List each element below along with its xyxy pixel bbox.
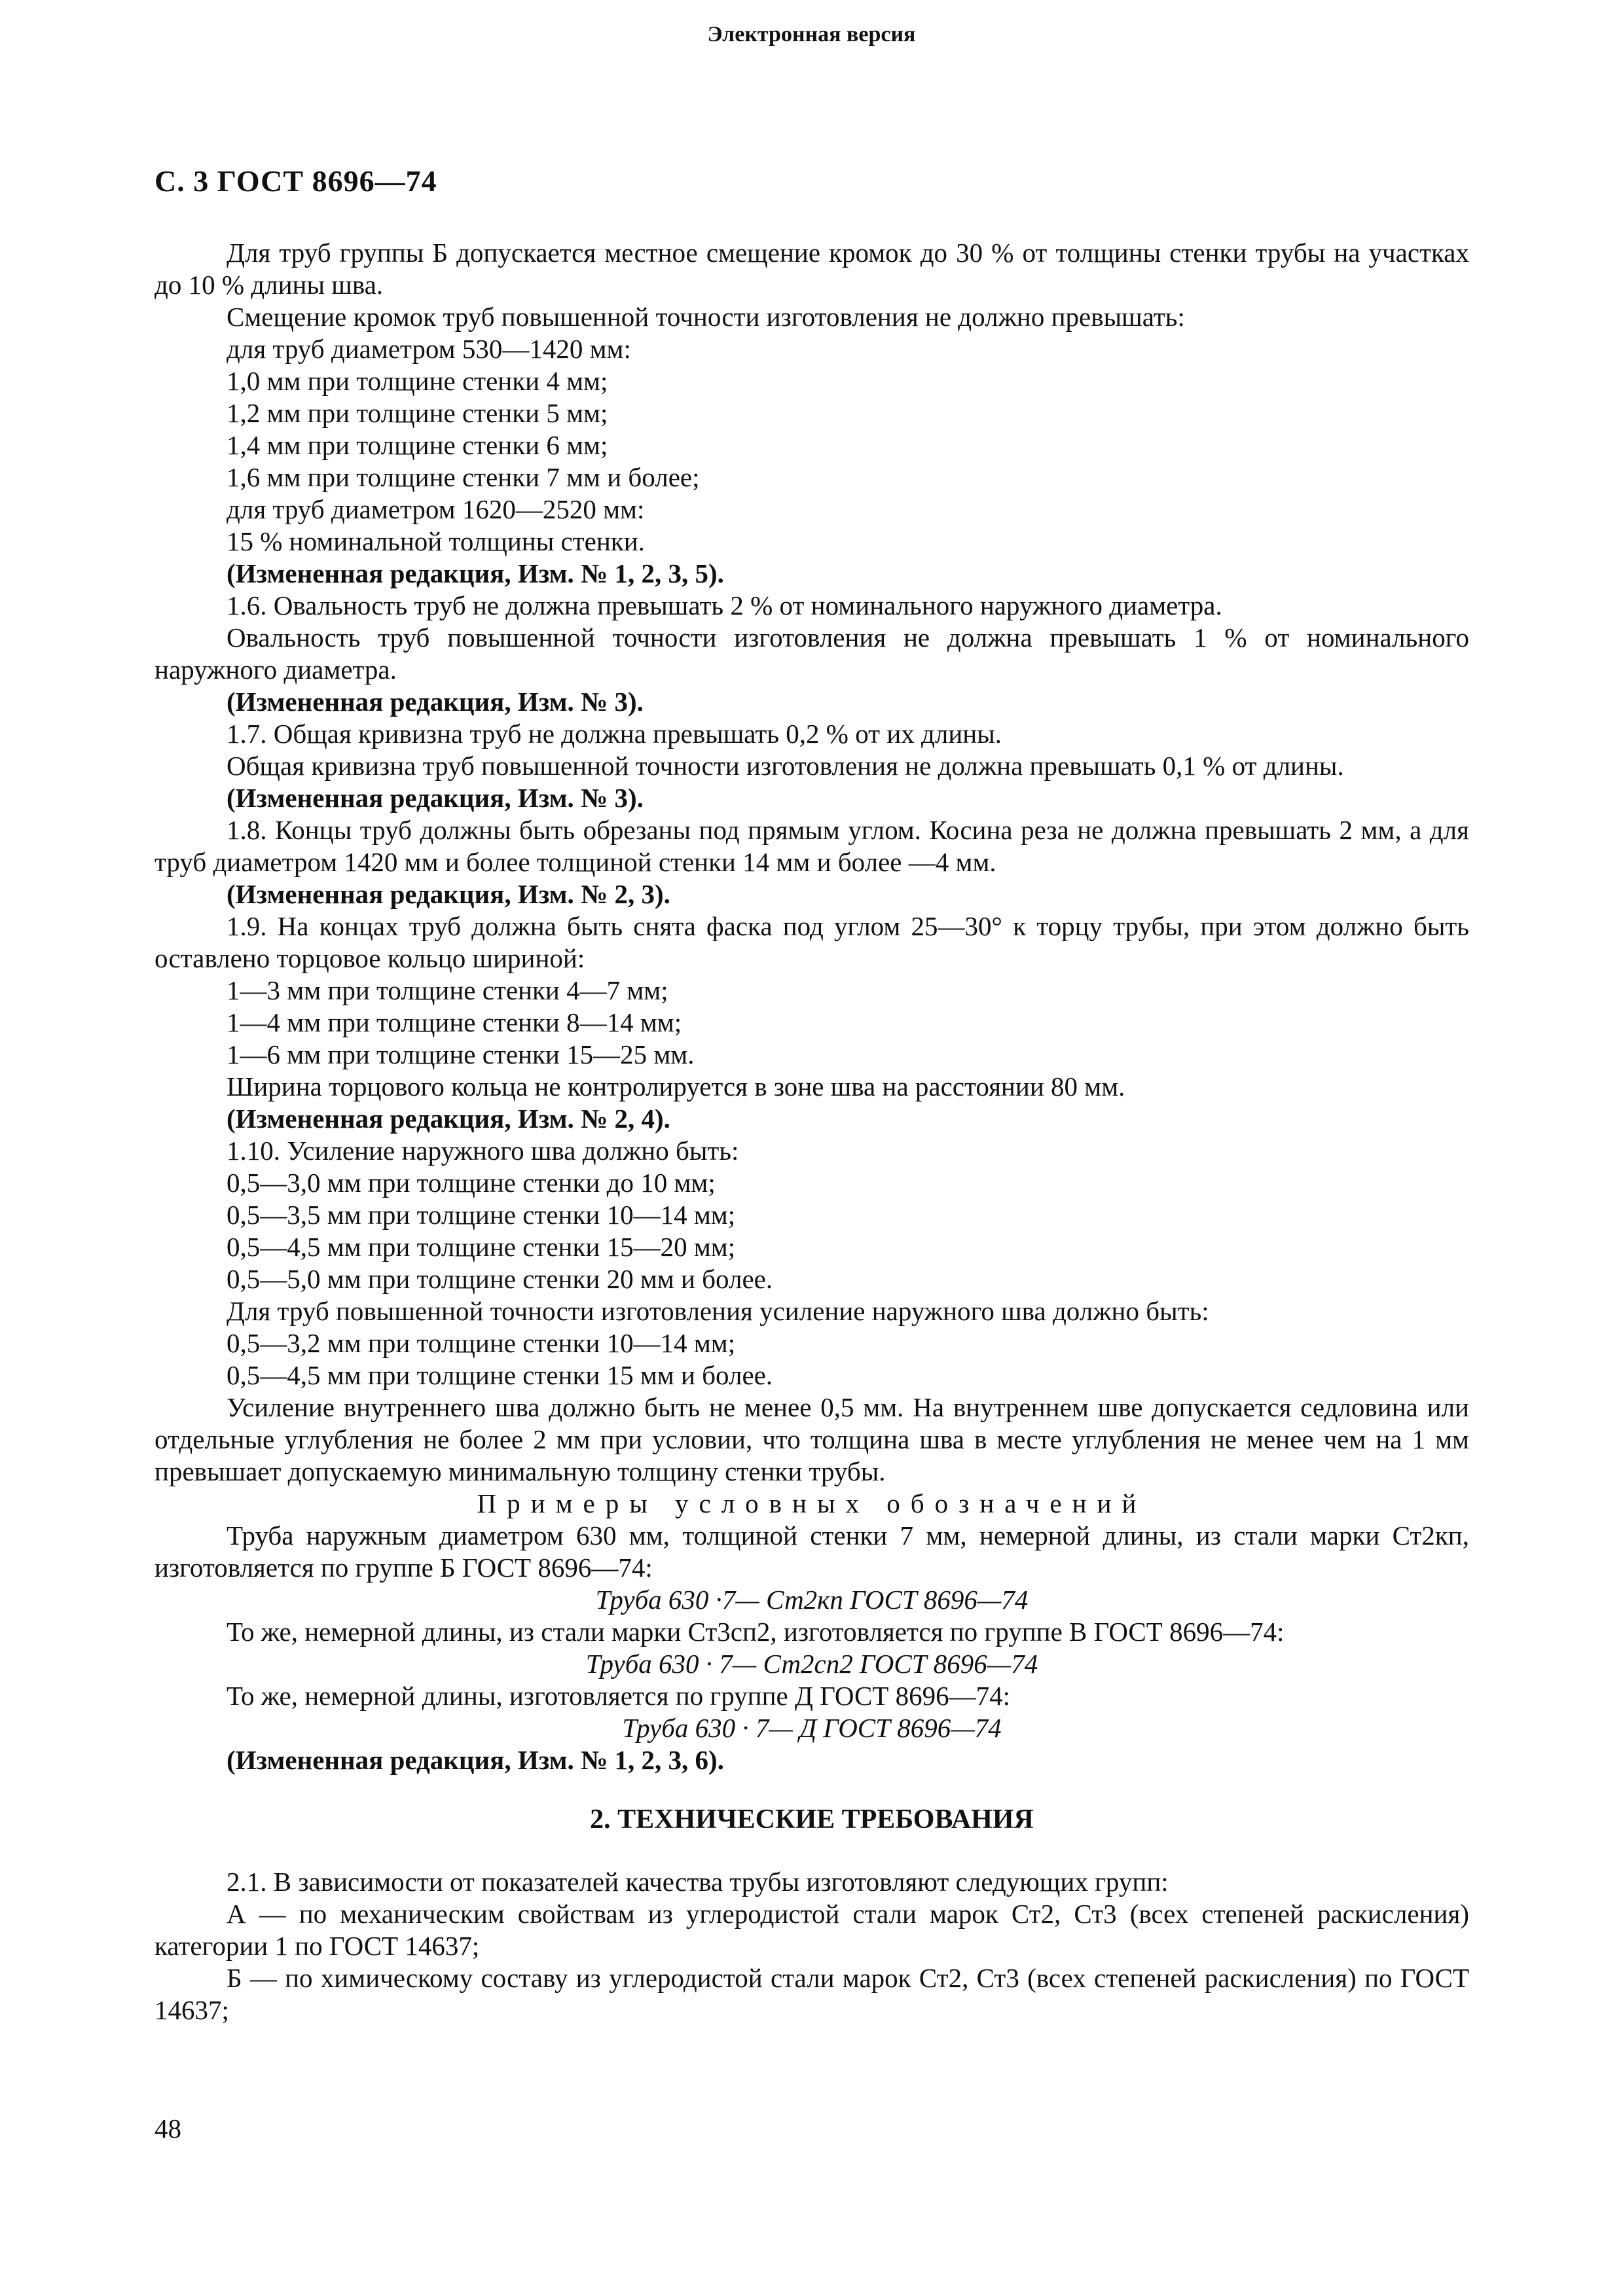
paragraph: 1—3 мм при толщине стенки 4—7 мм; bbox=[227, 975, 668, 1005]
paragraph: 1—4 мм при толщине стенки 8—14 мм; bbox=[227, 1007, 682, 1037]
paragraph: Общая кривизна труб повышенной точности изготовления не должна превышать 0,1 % от длины. bbox=[227, 751, 1344, 781]
amendment-note: (Измененная редакция, Изм. № 1, 2, 3, 5). bbox=[227, 558, 724, 588]
amendment-note: (Измененная редакция, Изм. № 2, 3). bbox=[227, 879, 670, 909]
paragraph: 0,5—3,5 мм при толщине стенки 10—14 мм; bbox=[227, 1200, 736, 1230]
paragraph: То же, немерной длины, из стали марки Ст3сп2, изготовляется по группе В ГОСТ 8696—74: bbox=[227, 1617, 1285, 1647]
examples-heading: Примеры условных обозначений bbox=[477, 1488, 1147, 1518]
designation-example: Труба 630 · 7— Д ГОСТ 8696—74 bbox=[622, 1713, 1002, 1743]
paragraph: 1.6. Овальность труб не должна превышать 2 % от номинального наружного диаметра. bbox=[227, 590, 1222, 620]
page-number: 48 bbox=[155, 2113, 181, 2144]
section-heading: 2. ТЕХНИЧЕСКИЕ ТРЕБОВАНИЯ bbox=[590, 1804, 1034, 1835]
paragraph: Ширина торцового кольца не контролируется в зоне шва на расстоянии 80 мм. bbox=[227, 1071, 1125, 1102]
paragraph: 0,5—3,2 мм при толщине стенки 10—14 мм; bbox=[227, 1328, 736, 1358]
paragraph: 1.10. Усиление наружного шва должно быть: bbox=[227, 1136, 739, 1166]
paragraph: Для труб повышенной точности изготовления усиление наружного шва должно быть: bbox=[227, 1296, 1209, 1326]
paragraph: для труб диаметром 530—1420 мм: bbox=[227, 334, 631, 364]
paragraph: 1—6 мм при толщине стенки 15—25 мм. bbox=[227, 1039, 695, 1069]
paragraph: 0,5—5,0 мм при толщине стенки 20 мм и более. bbox=[227, 1264, 773, 1294]
paragraph: Усиление внутреннего шва должно быть не менее 0,5 мм. На внутреннем шве допускается седловина или отдельные углубления не более 2 мм при условии, что толщина шва в месте углубления не менее чем на 1 мм превышает допускаемую минимальную толщину стенки трубы. bbox=[155, 1392, 1469, 1486]
amendment-note: (Измененная редакция, Изм. № 2, 4). bbox=[227, 1103, 670, 1134]
paragraph: 1.9. На концах труб должна быть снята фаска под углом 25—30° к торцу трубы, при этом должно быть оставлено торцовое кольцо шириной: bbox=[155, 911, 1469, 973]
paragraph: Смещение кромок труб повышенной точности изготовления не должно превышать: bbox=[227, 302, 1185, 332]
paragraph: для труб диаметром 1620—2520 мм: bbox=[227, 494, 645, 524]
paragraph: 1.7. Общая кривизна труб не должна превышать 0,2 % от их длины. bbox=[227, 719, 1002, 749]
paragraph: 0,5—3,0 мм при толщине стенки до 10 мм; bbox=[227, 1168, 716, 1198]
amendment-note: (Измененная редакция, Изм. № 3). bbox=[227, 687, 644, 717]
designation-example: Труба 630 ·7— Ст2кп ГОСТ 8696—74 bbox=[595, 1585, 1029, 1615]
paragraph: 1,0 мм при толщине стенки 4 мм; bbox=[227, 366, 608, 396]
paragraph: 15 % номинальной толщины стенки. bbox=[227, 526, 645, 556]
paragraph: Овальность труб повышенной точности изготовления не должна превышать 1 % от номинального наружного диаметра. bbox=[155, 622, 1469, 685]
amendment-note: (Измененная редакция, Изм. № 3). bbox=[227, 783, 644, 813]
paragraph: То же, немерной длины, изготовляется по группе Д ГОСТ 8696—74: bbox=[227, 1681, 1011, 1711]
paragraph: Для труб группы Б допускается местное смещение кромок до 30 % от толщины стенки трубы на участках до 10 % длины шва. bbox=[155, 238, 1469, 300]
paragraph: 0,5—4,5 мм при толщине стенки 15 мм и более. bbox=[227, 1360, 773, 1390]
amendment-note: (Измененная редакция, Изм. № 1, 2, 3, 6). bbox=[227, 1745, 724, 1775]
paragraph: Труба наружным диаметром 630 мм, толщиной стенки 7 мм, немерной длины, из стали марки Ст2кп, изготовляется по группе Б ГОСТ 8696—74: bbox=[155, 1520, 1469, 1583]
paragraph: А — по механическим свойствам из углеродистой стали марок Ст2, Ст3 (всех степеней раскисления) категории 1 по ГОСТ 14637; bbox=[155, 1899, 1469, 1961]
document-body bbox=[155, 237, 1469, 2026]
paragraph: 1,4 мм при толщине стенки 6 мм; bbox=[227, 430, 608, 460]
electronic-version-banner: Электронная версия bbox=[707, 22, 916, 46]
page-header: С. 3 ГОСТ 8696—74 bbox=[155, 164, 437, 198]
paragraph: Б — по химическому составу из углеродистой стали марок Ст2, Ст3 (всех степеней раскисления) по ГОСТ 14637; bbox=[155, 1963, 1469, 2025]
paragraph: 1,2 мм при толщине стенки 5 мм; bbox=[227, 398, 608, 428]
paragraph: 2.1. В зависимости от показателей качества трубы изготовляют следующих групп: bbox=[227, 1867, 1169, 1897]
paragraph: 0,5—4,5 мм при толщине стенки 15—20 мм; bbox=[227, 1232, 736, 1262]
paragraph: 1.8. Концы труб должны быть обрезаны под прямым углом. Косина реза не должна превышать 2 мм, а для труб диаметром 1420 мм и более толщиной стенки 14 мм и более —4 мм. bbox=[155, 815, 1469, 877]
designation-example: Труба 630 · 7— Ст2сп2 ГОСТ 8696—74 bbox=[585, 1649, 1038, 1679]
paragraph: 1,6 мм при толщине стенки 7 мм и более; bbox=[227, 462, 700, 492]
